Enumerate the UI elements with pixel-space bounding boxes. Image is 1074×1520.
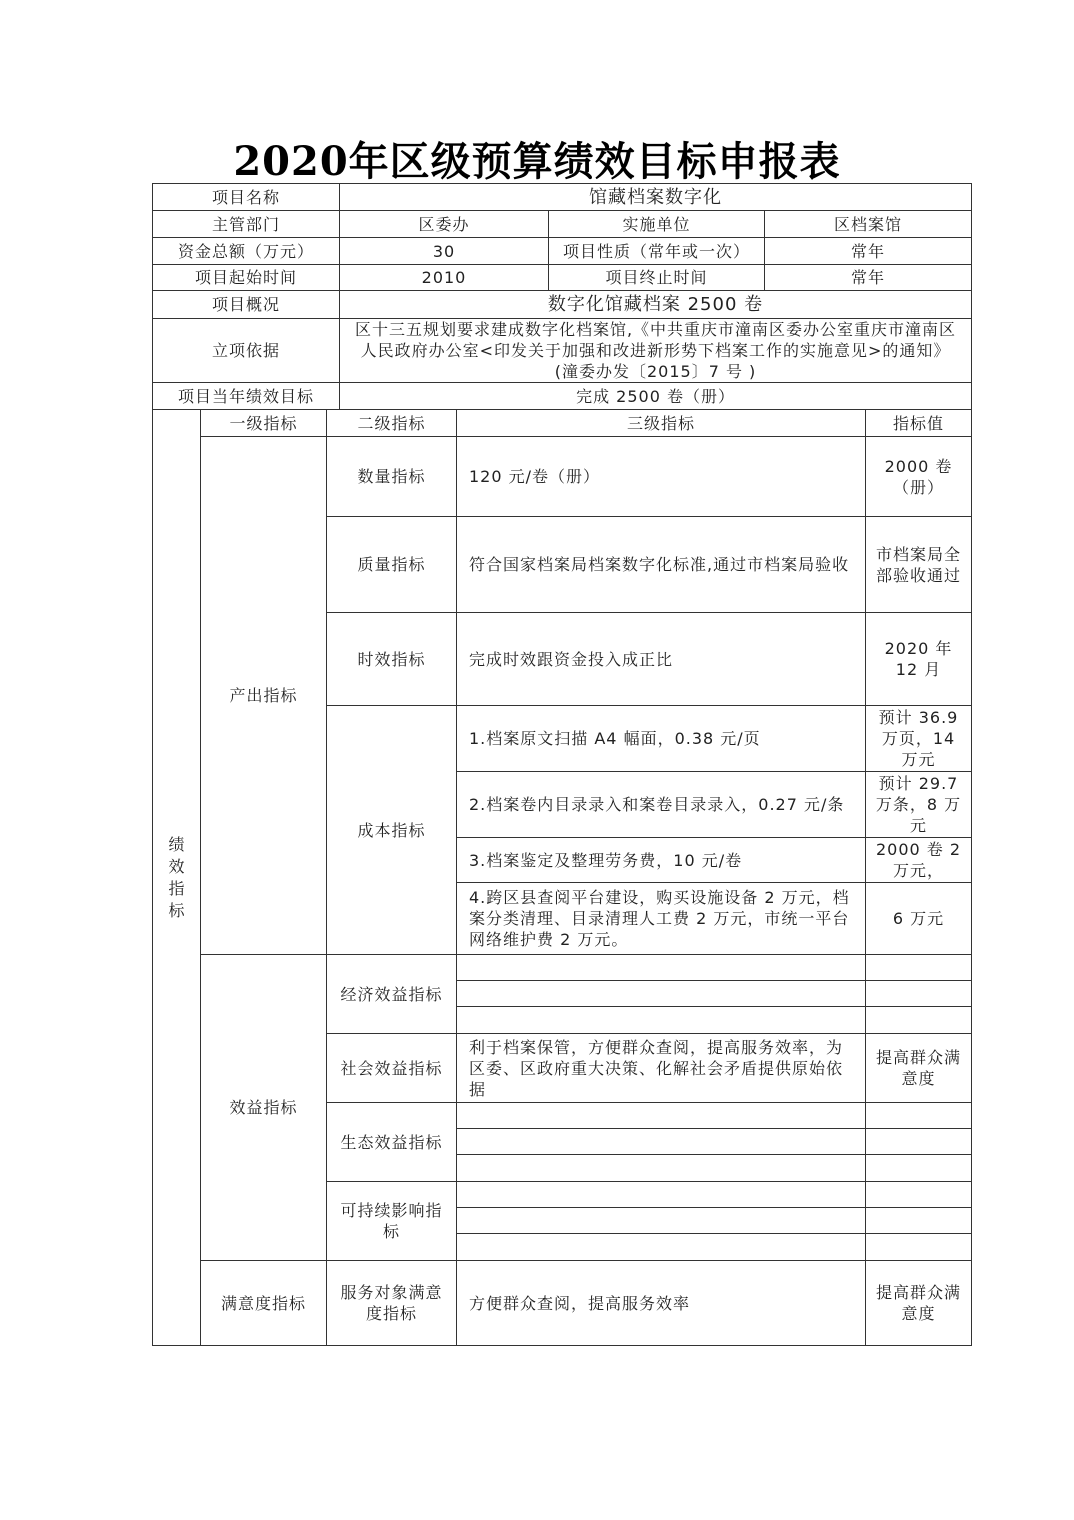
time-label: 时效指标: [327, 613, 457, 706]
quality-label: 质量指标: [327, 517, 457, 613]
cost-label: 成本指标: [327, 706, 457, 955]
start-value: 2010: [340, 265, 549, 291]
empty-cell: [866, 955, 972, 981]
fund-value: 30: [340, 238, 549, 265]
table-row: [153, 184, 972, 211]
empty-cell: [457, 955, 866, 981]
table-row: [153, 291, 972, 319]
table-row: [153, 1261, 972, 1346]
header-l2: 二级指标: [327, 410, 457, 437]
page-title: 2020年区级预算绩效目标申报表: [233, 138, 841, 185]
social-label: 社会效益指标: [327, 1034, 457, 1103]
empty-cell: [866, 1155, 972, 1182]
perf-side-label: 绩效指标: [153, 410, 201, 1346]
empty-cell: [866, 1208, 972, 1234]
table-row: [153, 955, 972, 981]
empty-cell: [457, 1129, 866, 1155]
basis-label: 立项依据: [153, 319, 340, 383]
overview-value: 数字化馆藏档案 2500 卷: [340, 291, 972, 319]
table-row: [153, 211, 972, 238]
quantity-label: 数量指标: [327, 437, 457, 517]
empty-cell: [866, 1234, 972, 1261]
empty-cell: [457, 1208, 866, 1234]
empty-cell: [457, 1182, 866, 1208]
time-value: 2020 年 12 月: [866, 613, 972, 706]
quality-value: 市档案局全部验收通过: [866, 517, 972, 613]
empty-cell: [866, 1007, 972, 1034]
basis-value: 区十三五规划要求建成数字化档案馆,《中共重庆市潼南区委办公室重庆市潼南区人民政府办公室<印发关于加强和改进新形势下档案工作的实施意见>的通知》(潼委办发〔2015〕7 号 ): [340, 319, 972, 383]
cost-value-2: 预计 29.7 万条，8 万元: [866, 772, 972, 838]
performance-table: [152, 409, 972, 1346]
empty-cell: [457, 1103, 866, 1129]
social-value: 提高群众满意度: [866, 1034, 972, 1103]
cost-value-3: 2000 卷 2 万元，: [866, 838, 972, 883]
quantity-value: 2000 卷（册）: [866, 437, 972, 517]
impl-unit-value: 区档案馆: [765, 211, 972, 238]
empty-cell: [866, 1103, 972, 1129]
header-l3: 三级指标: [457, 410, 866, 437]
nature-value: 常年: [765, 238, 972, 265]
cost-value-4: 6 万元: [866, 883, 972, 955]
impl-unit-label: 实施单位: [549, 211, 765, 238]
cost-item-2: 2.档案卷内目录录入和案卷目录录入，0.27 元/条: [457, 772, 866, 838]
empty-cell: [457, 1155, 866, 1182]
output-label: 产出指标: [201, 437, 327, 955]
cost-item-3: 3.档案鉴定及整理劳务费，10 元/卷: [457, 838, 866, 883]
satisfaction-content: 方便群众查阅，提高服务效率: [457, 1261, 866, 1346]
nature-label: 项目性质（常年或一次）: [549, 238, 765, 265]
goal-value: 完成 2500 卷（册）: [340, 383, 972, 410]
empty-cell: [866, 1182, 972, 1208]
basic-info-table: [152, 183, 972, 410]
table-row: [153, 319, 972, 383]
satisfaction-sub-label: 服务对象满意度指标: [327, 1261, 457, 1346]
sustain-label: 可持续影响指标: [327, 1182, 457, 1261]
quantity-content: 120 元/卷（册）: [457, 437, 866, 517]
table-row: [153, 238, 972, 265]
header-l1: 一级指标: [201, 410, 327, 437]
satisfaction-value: 提高群众满意度: [866, 1261, 972, 1346]
overview-label: 项目概况: [153, 291, 340, 319]
cost-item-1: 1.档案原文扫描 A4 幅面，0.38 元/页: [457, 706, 866, 772]
table-row: [153, 383, 972, 410]
empty-cell: [866, 1129, 972, 1155]
empty-cell: [866, 981, 972, 1007]
header-value: 指标值: [866, 410, 972, 437]
economic-label: 经济效益指标: [327, 955, 457, 1034]
table-row: [153, 437, 972, 517]
empty-cell: [457, 1234, 866, 1261]
project-name-value: 馆藏档案数字化: [340, 184, 972, 211]
dept-value: 区委办: [340, 211, 549, 238]
cost-value-1: 预计 36.9 万页，14 万元: [866, 706, 972, 772]
fund-label: 资金总额（万元）: [153, 238, 340, 265]
eco-label: 生态效益指标: [327, 1103, 457, 1182]
quality-content: 符合国家档案局档案数字化标准,通过市档案局验收: [457, 517, 866, 613]
start-label: 项目起始时间: [153, 265, 340, 291]
benefit-label: 效益指标: [201, 955, 327, 1261]
goal-label: 项目当年绩效目标: [153, 383, 340, 410]
social-content: 利于档案保管，方便群众查阅，提高服务效率，为区委、区政府重大决策、化解社会矛盾提供原始依据: [457, 1034, 866, 1103]
cost-item-4: 4.跨区县查阅平台建设，购买设施设备 2 万元，档案分类清理、目录清理人工费 2 万元，市统一平台网络维护费 2 万元。: [457, 883, 866, 955]
empty-cell: [457, 1007, 866, 1034]
satisfaction-label: 满意度指标: [201, 1261, 327, 1346]
empty-cell: [457, 981, 866, 1007]
table-row: [153, 410, 972, 437]
dept-label: 主管部门: [153, 211, 340, 238]
end-value: 常年: [765, 265, 972, 291]
end-label: 项目终止时间: [549, 265, 765, 291]
table-row: [153, 265, 972, 291]
time-content: 完成时效跟资金投入成正比: [457, 613, 866, 706]
project-name-label: 项目名称: [153, 184, 340, 211]
